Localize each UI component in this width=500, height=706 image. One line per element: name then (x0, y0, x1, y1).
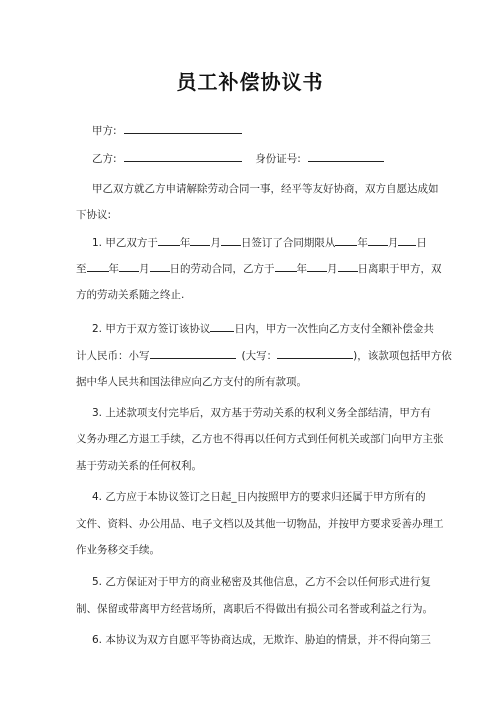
clause1-text: 年 (179, 237, 191, 249)
clause5-line-2: 制、保留或带离甲方经营场所，离职后不得做出有损公司名誉或利益之行为。 (76, 603, 433, 615)
clause2-line-2 (0, 347, 500, 363)
clause1-text: 年 (108, 263, 119, 275)
date-blank[interactable] (158, 234, 180, 246)
clause1-text: 日离职于甲方，双 (357, 263, 442, 275)
clause2-line-3: 据中华人民共和国法律应向乙方支付的所有款项。 (76, 376, 307, 388)
clause1-text: 日的劳动合同，乙方于 (169, 263, 275, 275)
date-blank[interactable] (190, 234, 210, 246)
clause2-line-1 (0, 320, 500, 336)
document-title: 员工补偿协议书 (176, 70, 324, 94)
date-blank[interactable] (221, 234, 241, 246)
clause1-line-2 (0, 260, 500, 276)
date-blank[interactable] (307, 260, 327, 272)
date-blank[interactable] (275, 260, 297, 272)
date-blank[interactable] (338, 260, 358, 272)
clause1-text: 年 (296, 263, 307, 275)
clause1-text: 1. 甲乙双方于 (92, 237, 158, 249)
clause4-line-3: 作业务移交手续。 (76, 544, 160, 556)
clause2-text: 计人民币：小写 (76, 350, 150, 362)
days-blank[interactable] (210, 320, 234, 332)
clause1-line-3: 方的劳动关系随之终止. (76, 289, 185, 301)
clause1-text: 至 (76, 263, 87, 275)
clause3-line-2: 义务办理乙方退工手续，乙方也不得再以任何方式到任何机关或部门向甲方主张 (76, 433, 444, 445)
party-b-label: 乙方: (92, 153, 117, 165)
id-label: 身份证号: (255, 153, 301, 165)
clause2-text: 日内，甲方一次性向乙方支付全额补偿金共 (234, 323, 434, 335)
clause2-text: (大写： (241, 350, 278, 362)
clause1-text: 月 (139, 263, 150, 275)
intro-line-2: 下协议: (76, 209, 112, 221)
clause2-text: )，该款项包括甲方依 (353, 350, 452, 362)
date-blank[interactable] (368, 234, 388, 246)
clause1-text: 月 (387, 237, 399, 249)
clause1-text: 月 (327, 263, 338, 275)
clause1-text: 日 (416, 237, 427, 249)
clause1-text: 日签订了合同期限从 (240, 237, 336, 249)
clause2-text: 2. 甲方于双方签订该协议 (92, 323, 211, 335)
clause6-line-1: 6. 本协议为双方自愿平等协商达成，无欺诈、胁迫的情景，并不得向第三 (92, 634, 431, 646)
clause3-line-1: 3. 上述款项支付完毕后，双方基于劳动关系的权利义务全部结清，甲方有 (92, 407, 431, 419)
date-blank[interactable] (335, 234, 357, 246)
intro-line-1: 甲乙双方就乙方申请解除劳动合同一事，经平等友好协商，双方自愿达成如 (92, 183, 439, 195)
party-a-line (0, 122, 500, 138)
clause4-line-2: 文件、资料、办公用品、电子文档以及其他一切物品，并按甲方要求妥善办理工 (76, 518, 444, 530)
clause1-line-1 (0, 234, 500, 250)
clause1-text: 月 (210, 237, 221, 249)
party-a-blank[interactable] (124, 122, 242, 134)
amount-words-blank[interactable] (277, 347, 353, 359)
clause4-line-1: 4. 乙方应于本协议签订之日起_日内按照甲方的要求归还属于甲方所有的 (92, 491, 426, 503)
party-b-blank[interactable] (124, 150, 242, 162)
party-b-line (0, 150, 500, 166)
date-blank[interactable] (398, 234, 416, 246)
date-blank[interactable] (119, 260, 139, 272)
date-blank[interactable] (150, 260, 170, 272)
amount-numeric-blank[interactable] (150, 347, 236, 359)
clause3-line-3: 基于劳动关系的任何权利。 (76, 460, 202, 472)
date-blank[interactable] (87, 260, 109, 272)
id-number-blank[interactable] (308, 150, 384, 162)
party-a-label: 甲方: (92, 125, 117, 137)
clause1-text: 年 (357, 237, 368, 249)
clause5-line-1: 5. 乙方保证对于甲方的商业秘密及其他信息，乙方不会以任何形式进行复 (92, 576, 431, 588)
